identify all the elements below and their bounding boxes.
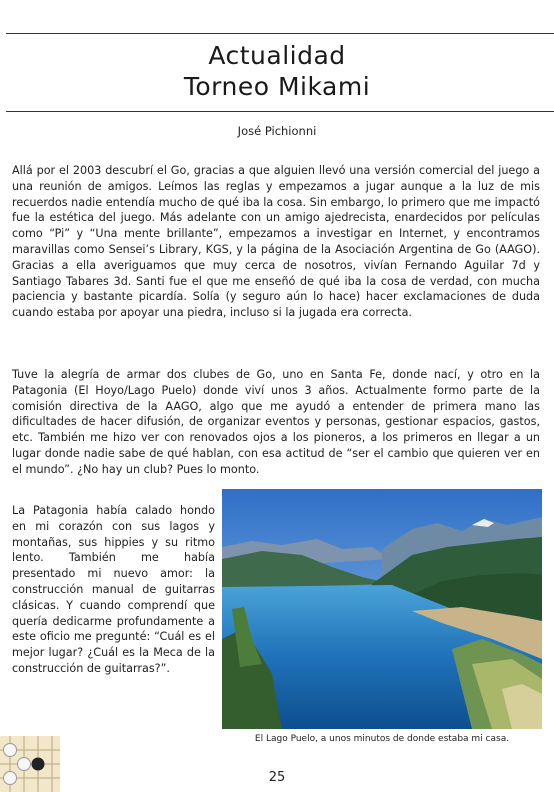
title-line-2: Torneo Mikami xyxy=(183,72,371,101)
title-line-1: Actualidad xyxy=(208,41,346,70)
paragraph-3: La Patagonia había calado hondo en mi corazón con sus lagos y montañas, sus hippies y su ritmo lento. También me había presentado mi nuevo amor: la construcción manual de guitarras clásicas. Y cuando comprendí que quería dedicarme profundamente a este oficio me pregunté: “Cuál es el mejor lugar? ¿Cuál es la Meca de la construcción de guitarras?”. xyxy=(12,504,215,675)
paragraph-2: Tuve la alegría de armar dos clubes de Go, uno en Santa Fe, donde nací, y otro en la Patagonia (El Hoyo/Lago Puelo) donde viví unos 3 años. Actualmente formo parte de la comisión directiva de la AAGO, algo que me ayudó a entender de primera mano las dificultades de hacer difusión, de organizar eventos y personas, gestionar espacios, gastos, etc. También me hizo ver con renovados ojos a los pioneros, a los primeros en llegar a un lugar donde nadie sabe de qué hablan, con esa actitud de “ser el cambio que quieren ver en el mundo”. ¿No hay un club? Pues lo monto. xyxy=(12,368,540,476)
black-stone xyxy=(32,758,45,771)
paragraph-1: Allá por el 2003 descubrí el Go, gracias a que alguien llevó una versión comercial del juego a una reunión de amigos. Leímos las reglas y empezamos a jugar aunque a la luz de mis recuerdos nadie entendía mucho de qué iba la cosa. Sin embargo, lo primero que me impactó fue la estética del juego. Más adelante con un amigo ajedrecista, enardecidos por películas como “Pi” y “Una mente brillante”, empezamos a investigar en Internet, y encontramos maravillas como Sensei’s Library, KGS, y la página de la Asociación Argentina de Go (AAGO). Gracias a ella averiguamos que muy cerca de nosotros, vivían Fernando Aguilar 7d y Santiago Tabares 3d. Santi fue el que me enseñó de qué iba la cosa de verdad, con mucha paciencia y bastante picardía. Solía (y seguro aún lo hace) hacer exclamaciones de duda cuando estaba por apoyar una piedra, incluso si la jugada era correcta. xyxy=(12,164,540,320)
article-title xyxy=(0,40,554,102)
photo-caption: El Lago Puelo, a unos minutos de donde estaba mi casa. xyxy=(254,734,510,744)
top-rule xyxy=(6,33,554,34)
lake-photo xyxy=(222,489,542,729)
page-number: 25 xyxy=(268,770,286,785)
white-stone xyxy=(18,758,31,771)
author-name: José Pichionni xyxy=(237,124,317,138)
white-stone xyxy=(4,744,17,757)
bottom-rule xyxy=(6,111,554,112)
lake-landscape-image xyxy=(222,489,542,729)
